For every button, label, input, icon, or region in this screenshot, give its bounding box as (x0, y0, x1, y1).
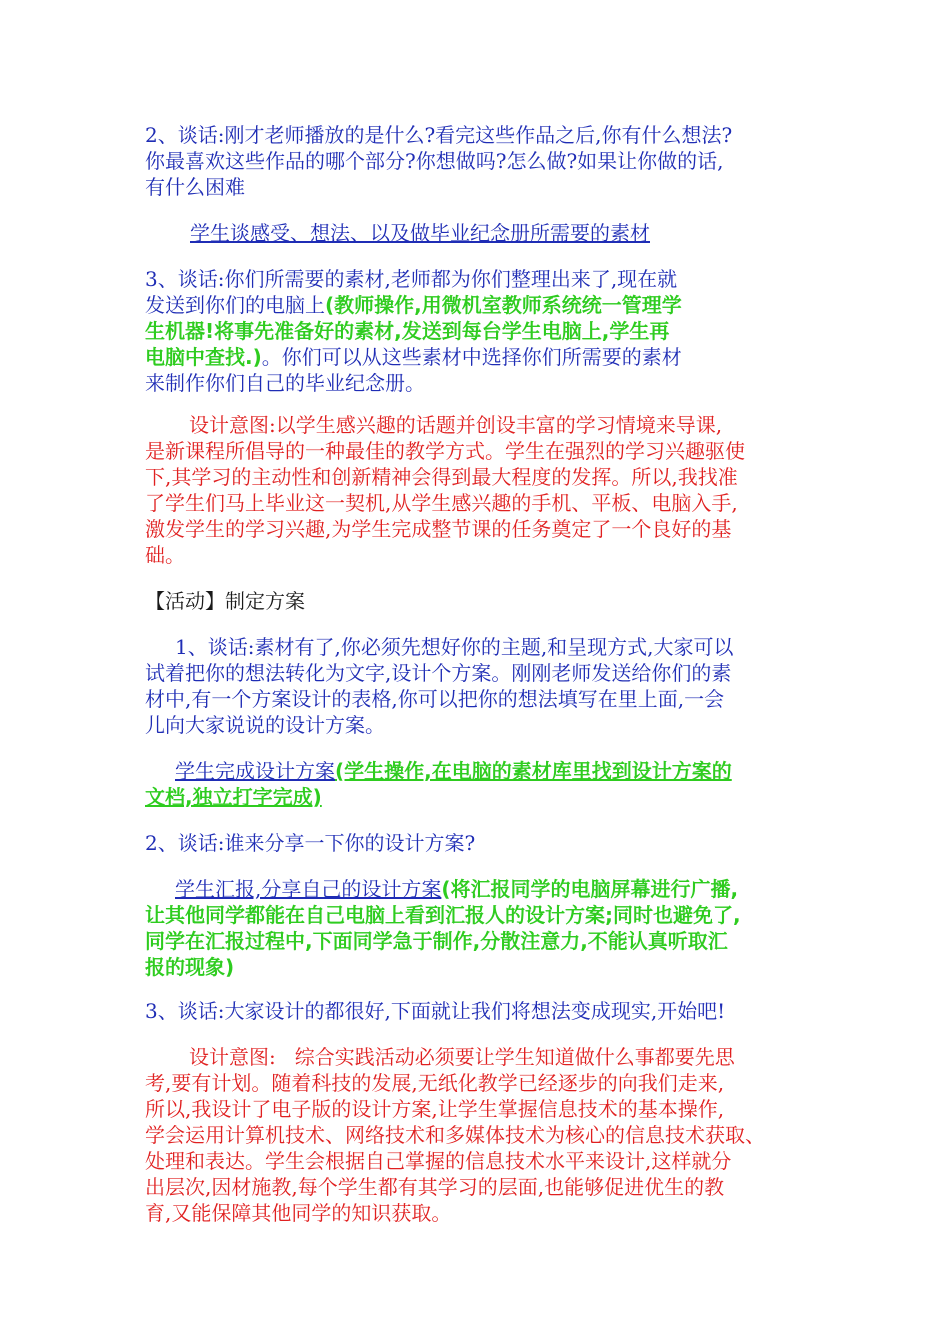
talk-paragraph-1b (145, 634, 825, 738)
text-segment: 发送到你们的电脑上 (145, 293, 325, 317)
text-line: 3、谈话:你们所需要的素材,老师都为你们整理出来了,现在就 (145, 267, 678, 291)
broadcast-note: 报的现象) (145, 955, 235, 979)
text-line: 材中,有一个方案设计的表格,你可以把你的想法填写在里上面,一会 (145, 687, 725, 711)
text-line: 1、谈话:素材有了,你必须先想好你的主题,和呈现方式,大家可以 (175, 635, 734, 659)
text-line: 激发学生的学习兴趣,为学生完成整节课的任务奠定了一个良好的基 (145, 517, 732, 541)
teacher-operation-note: 电脑中查找.) (145, 345, 262, 369)
student-operation-note: (学生操作,在电脑的素材库里找到设计方案的 (335, 759, 732, 783)
text-line: 是新课程所倡导的一种最佳的教学方式。学生在强烈的学习兴趣驱使 (145, 439, 745, 463)
broadcast-note: 同学在汇报过程中,下面同学急于制作,分散注意力,不能认真听取汇 (145, 929, 728, 953)
talk-paragraph-3b (145, 998, 825, 1024)
text-line: 儿向大家说说的设计方案。 (145, 713, 385, 737)
text-line: 设计意图:以学生感兴趣的话题并创设丰富的学习情境来导课, (189, 413, 723, 437)
text-line: 了学生们马上毕业这一契机,从学生感兴趣的手机、平板、电脑入手, (145, 491, 738, 515)
text-line: 学会运用计算机技术、网络技术和多媒体技术为核心的信息技术获取、 (145, 1123, 765, 1147)
text-line: 考,要有计划。随着科技的发展,无纸化教学已经逐步的向我们走来, (145, 1071, 725, 1095)
student-response-2 (145, 758, 825, 810)
underlined-text: 学生谈感受、想法、以及做毕业纪念册所需要的素材 (190, 221, 650, 245)
teacher-operation-note: (教师操作,用微机室教师系统统一管理学 (325, 293, 682, 317)
student-response-3 (145, 876, 825, 980)
broadcast-note: 让其他同学都能在自己电脑上看到汇报人的设计方案;同时也避免了, (145, 903, 741, 927)
text-line: 出层次,因材施教,每个学生都有其学习的层面,也能够促进优生的教 (145, 1175, 725, 1199)
text-line: 所以,我设计了电子版的设计方案,让学生掌握信息技术的基本操作, (145, 1097, 725, 1121)
text-segment: 。你们可以从这些素材中选择你们所需要的素材 (261, 345, 682, 369)
text-line: 设计意图: 综合实践活动必须要让学生知道做什么事都要先思 (189, 1045, 735, 1069)
text-line: 下,其学习的主动性和创新精神会得到最大程度的发挥。所以,我找准 (145, 465, 738, 489)
talk-paragraph-2b (145, 830, 825, 856)
text-line: 2、谈话:刚才老师播放的是什么?看完这些作品之后,你有什么想法? (145, 123, 733, 147)
talk-paragraph-2 (145, 122, 825, 200)
student-response-1 (190, 220, 870, 246)
underlined-text: 学生汇报,分享自己的设计方案 (175, 877, 442, 901)
text-line: 础。 (145, 543, 185, 567)
heading-text: 【活动】制定方案 (145, 589, 305, 613)
text-line: 你最喜欢这些作品的哪个部分?你想做吗?怎么做?如果让你做的话, (145, 149, 724, 173)
design-intent-1 (145, 412, 825, 568)
teacher-operation-note: 生机器!将事先准备好的素材,发送到每台学生电脑上,学生再 (145, 319, 670, 343)
activity-heading (145, 588, 825, 614)
text-line: 育,又能保障其他同学的知识获取。 (145, 1201, 452, 1225)
text-line: 处理和表达。学生会根据自己掌握的信息技术水平来设计,这样就分 (145, 1149, 732, 1173)
text-line: 来制作你们自己的毕业纪念册。 (145, 371, 425, 395)
student-operation-note: 文档,独立打字完成) (145, 785, 322, 809)
text-line: 有什么困难 (145, 175, 245, 199)
design-intent-2 (145, 1044, 825, 1226)
broadcast-note: (将汇报同学的电脑屏幕进行广播, (441, 877, 739, 901)
text-line: 试着把你的想法转化为文字,设计个方案。刚刚老师发送给你们的素 (145, 661, 732, 685)
underlined-text: 学生完成设计方案 (175, 759, 335, 783)
talk-paragraph-3 (145, 266, 825, 396)
text-line: 2、谈话:谁来分享一下你的设计方案? (145, 831, 476, 855)
text-line: 3、谈话:大家设计的都很好,下面就让我们将想法变成现实,开始吧! (145, 999, 726, 1023)
